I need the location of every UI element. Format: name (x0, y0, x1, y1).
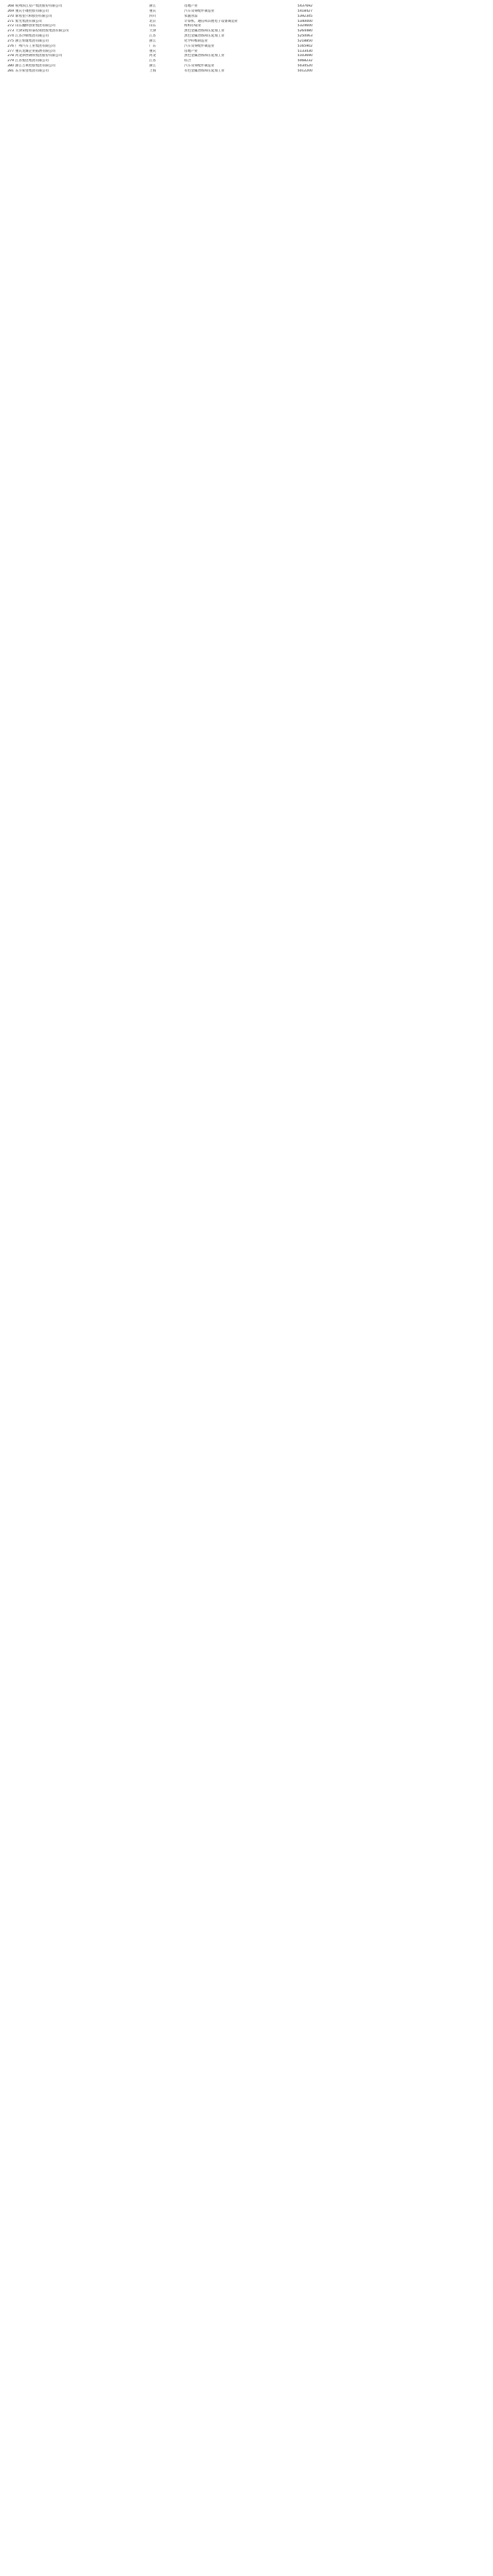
province-cell: 山东 (149, 24, 157, 28)
spacer-cell (313, 64, 493, 69)
industry-cell: 化学纤维制造业 (184, 39, 208, 43)
ranking-table-body (0, 4, 493, 74)
table-row (0, 24, 493, 29)
province-cell: 河北 (149, 54, 157, 58)
rank-cell: 280 (7, 64, 14, 69)
company-name-cell: 江苏沙钢集团有限公司 (15, 34, 49, 39)
spacer-cell (313, 20, 493, 25)
spacer-cell (313, 44, 493, 50)
rank-cell: 277 (7, 49, 14, 53)
province-cell: 上海 (149, 69, 157, 73)
province-cell: 江苏 (149, 59, 157, 63)
spacer-cell (313, 34, 493, 39)
revenue-cell: 5165902 (297, 44, 312, 48)
company-name-cell: 东方希望集团有限公司 (15, 69, 49, 73)
rank-cell: 278 (7, 54, 14, 58)
table-row (0, 29, 493, 34)
table-row (0, 59, 493, 64)
industry-cell: 汽车及零配件制造业 (184, 9, 215, 13)
spacer-cell (313, 59, 493, 64)
spacer-cell (313, 9, 493, 15)
rank-cell: 269 (7, 9, 14, 13)
rank-cell: 274 (7, 34, 14, 39)
revenue-cell: 5392345 (297, 14, 312, 18)
spacer-cell (313, 15, 493, 20)
province-cell: 广东 (149, 44, 157, 48)
revenue-cell: 5133430 (297, 49, 312, 53)
revenue-cell: 5034520 (297, 64, 312, 69)
industry-cell: 计算机、通信和其他电子设备制造业 (184, 19, 238, 23)
rank-cell: 281 (7, 69, 14, 73)
table-row (0, 20, 493, 25)
company-name-cell: 紫光集团有限公司 (15, 19, 42, 23)
rank-cell: 279 (7, 59, 14, 63)
company-name-cell: 山东魏桥创业集团有限公司 (15, 24, 56, 28)
revenue-cell: 5068232 (297, 59, 312, 63)
company-name-cell: 浙江吉利控股集团有限公司 (15, 64, 56, 69)
industry-cell: 房地产业 (184, 49, 198, 53)
province-cell: 天津 (149, 29, 157, 34)
rank-cell: 272 (7, 24, 14, 28)
spacer-cell (313, 24, 493, 29)
table-row (0, 4, 493, 9)
ranking-table (0, 4, 493, 74)
company-name-cell: 天津荣程祥泰投资控股集团有限公司 (15, 29, 69, 34)
revenue-cell: 5264480 (297, 29, 312, 34)
company-name-cell: 重庆小康控股有限公司 (15, 9, 49, 13)
industry-cell: 黑色金属冶炼和压延加工业 (184, 29, 225, 34)
industry-cell: 房地产业 (184, 4, 198, 8)
industry-cell: 汽车及零配件制造业 (184, 44, 215, 48)
rank-cell: 275 (7, 39, 14, 43)
province-cell: 重庆 (149, 9, 157, 13)
revenue-cell: 5324600 (297, 24, 312, 28)
table-row (0, 39, 493, 44)
province-cell: 浙江 (149, 4, 157, 8)
province-cell: 浙江 (149, 64, 157, 69)
spacer-cell (313, 4, 493, 9)
table-row (0, 44, 493, 50)
province-cell: 江苏 (149, 34, 157, 39)
table-row (0, 54, 493, 59)
spacer-cell (313, 29, 493, 34)
spacer-cell (313, 39, 493, 44)
rank-cell: 273 (7, 29, 14, 34)
revenue-cell: 5437692 (297, 4, 312, 8)
rank-cell: 268 (7, 4, 14, 8)
rank-cell: 270 (7, 14, 14, 18)
industry-cell: 汽车及零配件制造业 (184, 64, 215, 69)
table-row (0, 69, 493, 74)
industry-cell: 黑色金属冶炼和压延加工业 (184, 54, 225, 58)
industry-cell: 纺织印染业 (184, 24, 201, 28)
province-cell: 北京 (149, 19, 157, 23)
spacer-cell (313, 50, 493, 55)
industry-cell: 综合 (184, 59, 192, 63)
company-name-cell: 河北津西钢铁集团股份有限公司 (15, 54, 63, 58)
rank-cell: 271 (7, 19, 14, 23)
industry-cell: 有色金属冶炼和压延加工业 (184, 69, 225, 73)
company-name-cell: 江苏悦达集团有限公司 (15, 59, 49, 63)
spacer-cell (313, 69, 493, 74)
table-row (0, 9, 493, 15)
province-cell: 浙江 (149, 39, 157, 43)
company-name-cell: 杭州滨江房产集团股份有限公司 (15, 4, 63, 8)
table-row (0, 15, 493, 20)
table-row (0, 50, 493, 55)
revenue-cell: 5418427 (297, 9, 312, 13)
company-name-cell: 浙江恒逸集团有限公司 (15, 39, 49, 43)
company-name-cell: 广州汽车工业集团有限公司 (15, 44, 56, 48)
rank-cell: 276 (7, 44, 14, 48)
company-name-cell: 新希望六和股份有限公司 (15, 14, 52, 18)
industry-cell: 农副食品 (184, 14, 198, 18)
revenue-cell: 5218850 (297, 39, 312, 43)
revenue-cell: 5103690 (297, 54, 312, 58)
province-cell: 重庆 (149, 49, 157, 53)
table-row (0, 34, 493, 39)
spacer-cell (313, 54, 493, 59)
table-row (0, 64, 493, 69)
company-name-cell: 重庆龙湖企业拓展有限公司 (15, 49, 56, 53)
revenue-cell: 5250063 (297, 34, 312, 39)
industry-cell: 黑色金属冶炼和压延加工业 (184, 34, 225, 39)
province-cell: 四川 (149, 14, 157, 18)
revenue-cell: 5012200 (297, 69, 312, 73)
revenue-cell: 5340000 (297, 19, 312, 23)
